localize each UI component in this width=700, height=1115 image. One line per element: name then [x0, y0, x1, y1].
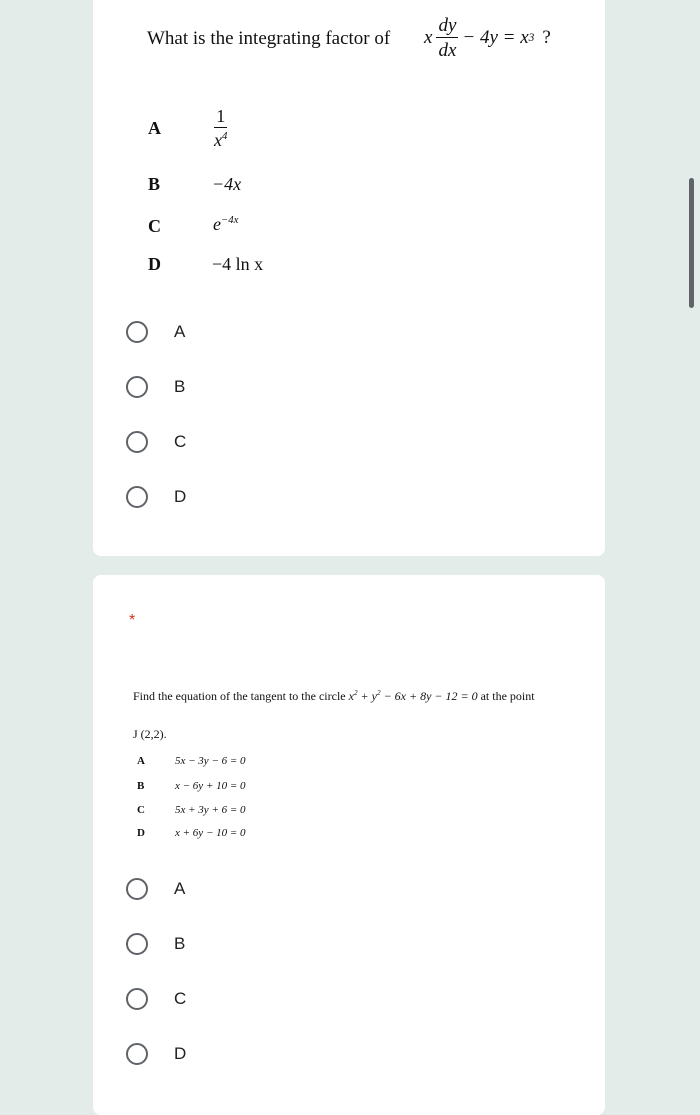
q2-choice-d[interactable]	[126, 1043, 186, 1065]
eq-derivative-fraction	[436, 16, 458, 60]
q1-radio-a[interactable]	[126, 321, 148, 343]
question-1-equation: x $\frac{dy}{dx}$ − 4y = x 3 ?	[424, 15, 551, 61]
q1-option-b-expr: −4x	[212, 174, 242, 194]
q2-radio-a[interactable]	[126, 878, 148, 900]
q2-choice-b[interactable]	[126, 933, 185, 955]
q1-choice-d[interactable]	[126, 486, 186, 508]
q1-choice-a[interactable]	[126, 321, 185, 343]
q1-choice-b[interactable]	[126, 376, 185, 398]
q2-option-a-letter: A	[137, 755, 145, 767]
q2-prompt-end: at the point	[480, 689, 535, 703]
scrollbar-thumb[interactable]	[689, 178, 694, 308]
eq-rest: − 4y = x	[462, 27, 529, 48]
q2-option-c-letter: C	[137, 804, 145, 816]
q2-choice-c-label: C	[174, 989, 187, 1008]
q1-radio-b[interactable]	[126, 376, 148, 398]
q2-option-b-expr: x − 6y + 10 = 0	[175, 780, 246, 792]
q2-eq-rest: − 6x + 8y − 12 = 0	[383, 689, 478, 703]
q1-choice-d-label: D	[174, 487, 187, 506]
q2-choice-a[interactable]	[126, 878, 185, 900]
required-marker: *	[129, 612, 136, 629]
q2-choice-b-label: B	[174, 934, 186, 953]
q2-option-d-letter: D	[137, 827, 145, 839]
eq-frac-num: dy	[438, 15, 457, 36]
q2-option-d-expr: x + 6y − 10 = 0	[175, 827, 246, 839]
question-card-2	[93, 575, 605, 1115]
eq-frac-den: dx	[438, 40, 457, 61]
q1-radio-c[interactable]	[126, 431, 148, 453]
q2-prompt-start: Find the equation of the tangent to the circle	[133, 689, 346, 703]
q1-option-c-letter: C	[148, 216, 161, 236]
q1-option-c-expr	[213, 214, 238, 235]
eq-question-mark: ?	[542, 27, 551, 48]
q1-a-den-base: x	[214, 130, 222, 150]
q1-choice-b-label: B	[174, 377, 186, 396]
q1-choice-c[interactable]	[126, 431, 186, 453]
q2-option-b-letter: B	[137, 780, 145, 792]
q2-choice-a-label: A	[174, 879, 186, 898]
q2-radio-c[interactable]	[126, 988, 148, 1010]
q1-a-den-exp: 4	[222, 130, 228, 142]
q1-option-a-expr	[214, 106, 227, 149]
question-1-prompt: What is the integrating factor of	[147, 28, 391, 49]
question-2-prompt	[133, 689, 535, 704]
q2-option-a-expr: 5x − 3y − 6 = 0	[175, 755, 246, 767]
q1-c-exp: −4x	[221, 214, 239, 226]
q1-a-den	[214, 128, 227, 149]
q1-a-num: 1	[216, 106, 226, 126]
question-card-1	[93, 0, 605, 556]
q1-radio-d[interactable]	[126, 486, 148, 508]
q2-choice-d-label: D	[174, 1044, 187, 1063]
q2-radio-b[interactable]	[126, 933, 148, 955]
q1-option-d-expr: −4 ln x	[212, 254, 264, 274]
question-2-point: J (2,2).	[133, 727, 167, 741]
q2-eq-x: x	[348, 689, 354, 703]
q2-eq-y-exp: 2	[376, 689, 381, 697]
q2-option-c-expr: 5x + 3y + 6 = 0	[175, 804, 246, 816]
q1-c-base: e	[213, 214, 221, 234]
q1-choice-a-label: A	[174, 322, 186, 341]
q2-eq-x-exp: 2	[353, 689, 358, 697]
q2-circle-equation	[349, 689, 478, 703]
q1-option-a-letter: A	[148, 118, 161, 138]
q2-choice-c[interactable]	[126, 988, 186, 1010]
q1-option-d-letter: D	[148, 254, 161, 274]
q1-option-b-letter: B	[148, 174, 161, 194]
eq-lhs-var: x	[424, 27, 433, 48]
q2-radio-d[interactable]	[126, 1043, 148, 1065]
q2-eq-y: + y	[360, 689, 377, 703]
q1-choice-c-label: C	[174, 432, 187, 451]
